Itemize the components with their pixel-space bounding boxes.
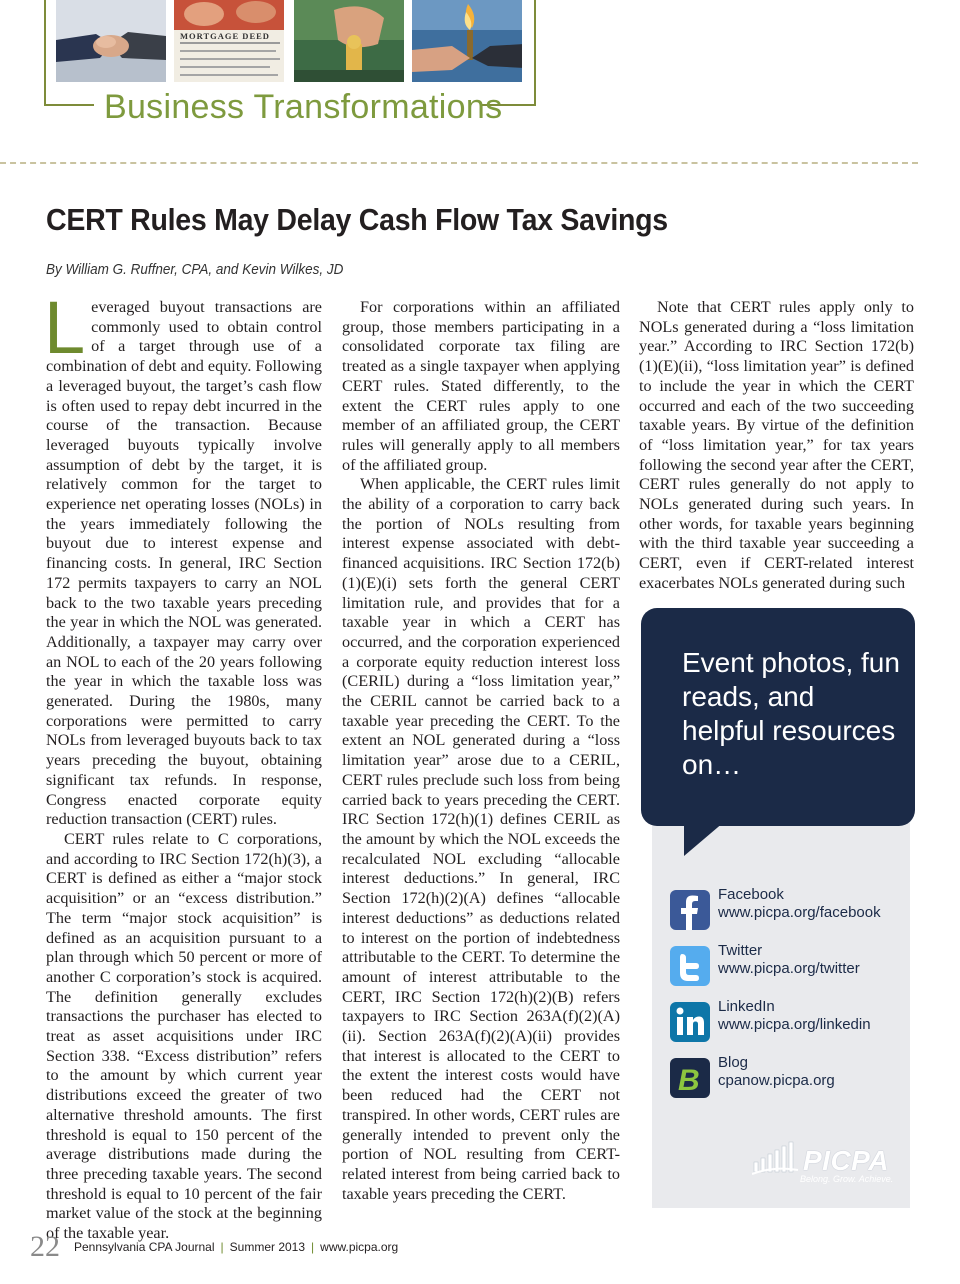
frame-rule-bottom-left: [44, 104, 94, 106]
handshake-photo: [56, 0, 166, 82]
picpa-tagline: Belong. Grow. Achieve.: [800, 1174, 894, 1184]
social-name: LinkedIn: [718, 998, 775, 1015]
footer-issue: Summer 2013: [229, 1240, 306, 1254]
article-column-1: [44, 286, 322, 1244]
social-name: Blog: [718, 1054, 749, 1071]
page-footer: [30, 1230, 398, 1264]
article-column-3: [639, 298, 914, 594]
torch-handoff-photo: [412, 0, 522, 82]
svg-text:B: B: [678, 1064, 700, 1097]
frame-rule-left: [44, 0, 46, 106]
article-headline: CERT Rules May Delay Cash Flow Tax Savings: [46, 202, 668, 237]
facebook-icon: [670, 890, 710, 930]
section-title: Business Transformations: [104, 88, 503, 126]
mortgage-deed-photo: [174, 0, 284, 82]
page-number: 22: [30, 1230, 60, 1263]
footer-separator: |: [311, 1240, 315, 1254]
coin-jar-photo: [294, 0, 404, 82]
twitter-icon: [670, 946, 710, 986]
article-paragraph: Leveraged buyout transactions are commonly used to obtain control of a target through use of a combination of debt and equity. Following a leveraged buyout, the target’s cash flow is often used to repay debt incurred in the course of the transaction. Because leveraged buyouts typically involve assumption of debt by the target, it is relatively common for the target to experience net operating losses (NOLs) in the years immediately following the buyout due to interest expense and financing costs. In general, IRC Section 172 permits taxpayers to carry an NOL back to the two taxable years preceding the year in which the NOL was generated. Additionally, a taxpayer may carry over an NOL to each of the 20 years following the year in which the taxable loss was generated. During the 1980s, many corporations were permitted to carry NOLs from leveraged buyouts back to tax years preceding the buyout, obtaining significant tax refunds. In response, Congress enacted corporate equity reduction transaction (CERT) rules.: [44, 286, 322, 829]
speech-bubble-tail: [684, 822, 724, 856]
dashed-divider: [0, 162, 918, 164]
deed-caption: MORTGAGE DEED: [180, 31, 270, 41]
social-url[interactable]: www.picpa.org/facebook: [718, 904, 881, 921]
header-photo-strip: [56, 0, 524, 84]
article-paragraph: When applicable, the CERT rules limit the ability of a corporation to carry back the portion of NOLs resulting from interest expense associated with debt-financed acquisitions. IRC Section 172(b)(1)(E)(i) sets forth the general CERT limitation rule, and provides that for a taxable year in which a CERT has occurred, and the corporation experienced a corporate equity reduction interest loss (CERIL) during a “loss limitation year,” the CERIL cannot be carried back to a taxable year preceding the CERT. To the extent an NOL generated during a “loss limitation year” arose due to a CERIL, CERT rules preclude such loss from being carried back to years preceding the CERT. IRC Section 172(h)(1) defines CERIL as the amount by which the NOL exceeds the recalculated NOL excluding “allocable interest deductions.” In general, IRC Section 172(h)(2)(A) defines “allocable interest deductions” as deductions related to interest on the portion of indebtedness attributable to the CERT. To determine the amount of interest attributable to the CERT, IRC Section 172(h)(2)(B) refers taxpayers to IRC Section 263A(f)(2)(A)(ii). Section 263A(f)(2)(A)(ii) provides that interest is allocated to the CERT to the extent the interest costs would have been reduced had the CERT not transpired. In other words, CERT rules are generally intended to prevent only the portion of NOL resulting from CERT-related interest from being carried back to taxable years preceding the CERT.: [342, 475, 620, 1203]
article-paragraph: Note that CERT rules apply only to NOLs generated during a “loss limitation year.” According to IRC Section 172(b)(1)(E)(ii), “loss limitation year” is defined to include the year in which the CERT occurred and each of the two succeeding taxable years. By virtue of the definition of “loss limitation year,” for tax years following the second year after the CERT, CERT rules generally do not apply to NOLs generated during such years. In other words, for taxable years beginning with the third taxable year succeeding a CERT, even if CERT-related interest exacerbates NOLs generated during such: [639, 298, 914, 592]
article-paragraph: CERT rules relate to C corporations, and according to IRC Section 172(h)(3), a CERT is defined as either a “major stock acquisition” or an “excess distribution.” The term “major stock acquisition” is defined as an acquisition pursuant to a plan through which 50 percent or more of another C corporation’s stock is acquired. The definition generally excludes transactions the purchaser has elected to treat as asset acquisitions under IRC Section 338. “Excess distribution” refers to the amount by which current year distributions exceed the greater of two alternative threshold amounts. The first threshold is equal to 150 percent of the average distributions made during the three preceding taxable years. The second threshold is equal to 10 percent of the fair market value of the stock at the beginning of the taxable year.: [46, 829, 322, 1243]
social-url[interactable]: www.picpa.org/linkedin: [718, 1016, 871, 1033]
sidebar-headline: Event photos, fun reads, and helpful resources on…: [682, 647, 900, 780]
article-column-2: [342, 298, 620, 1204]
footer-separator: |: [220, 1240, 224, 1254]
social-url[interactable]: www.picpa.org/twitter: [718, 960, 860, 977]
picpa-logo-word: PICPA: [803, 1145, 889, 1176]
footer-journal: Pennsylvania CPA Journal: [74, 1240, 215, 1254]
social-name: Twitter: [718, 942, 763, 959]
drop-cap: L: [44, 286, 86, 369]
social-url[interactable]: cpanow.picpa.org: [718, 1072, 835, 1089]
frame-rule-right: [534, 0, 536, 106]
social-name: Facebook: [718, 886, 784, 903]
blog-icon: [670, 1058, 710, 1098]
linkedin-icon: [670, 1002, 710, 1042]
footer-website[interactable]: www.picpa.org: [320, 1240, 399, 1254]
article-paragraph: For corporations within an affiliated group, those members participating in a consolidated corporate tax filing are treated as a single taxpayer when applying CERT rules. Stated differently, to the extent the CERT rules apply to one member of an affiliated group, the CERT rules will generally apply to all members of the affiliated group.: [342, 298, 620, 474]
article-byline: By William G. Ruffner, CPA, and Kevin Wilkes, JD: [46, 261, 344, 278]
